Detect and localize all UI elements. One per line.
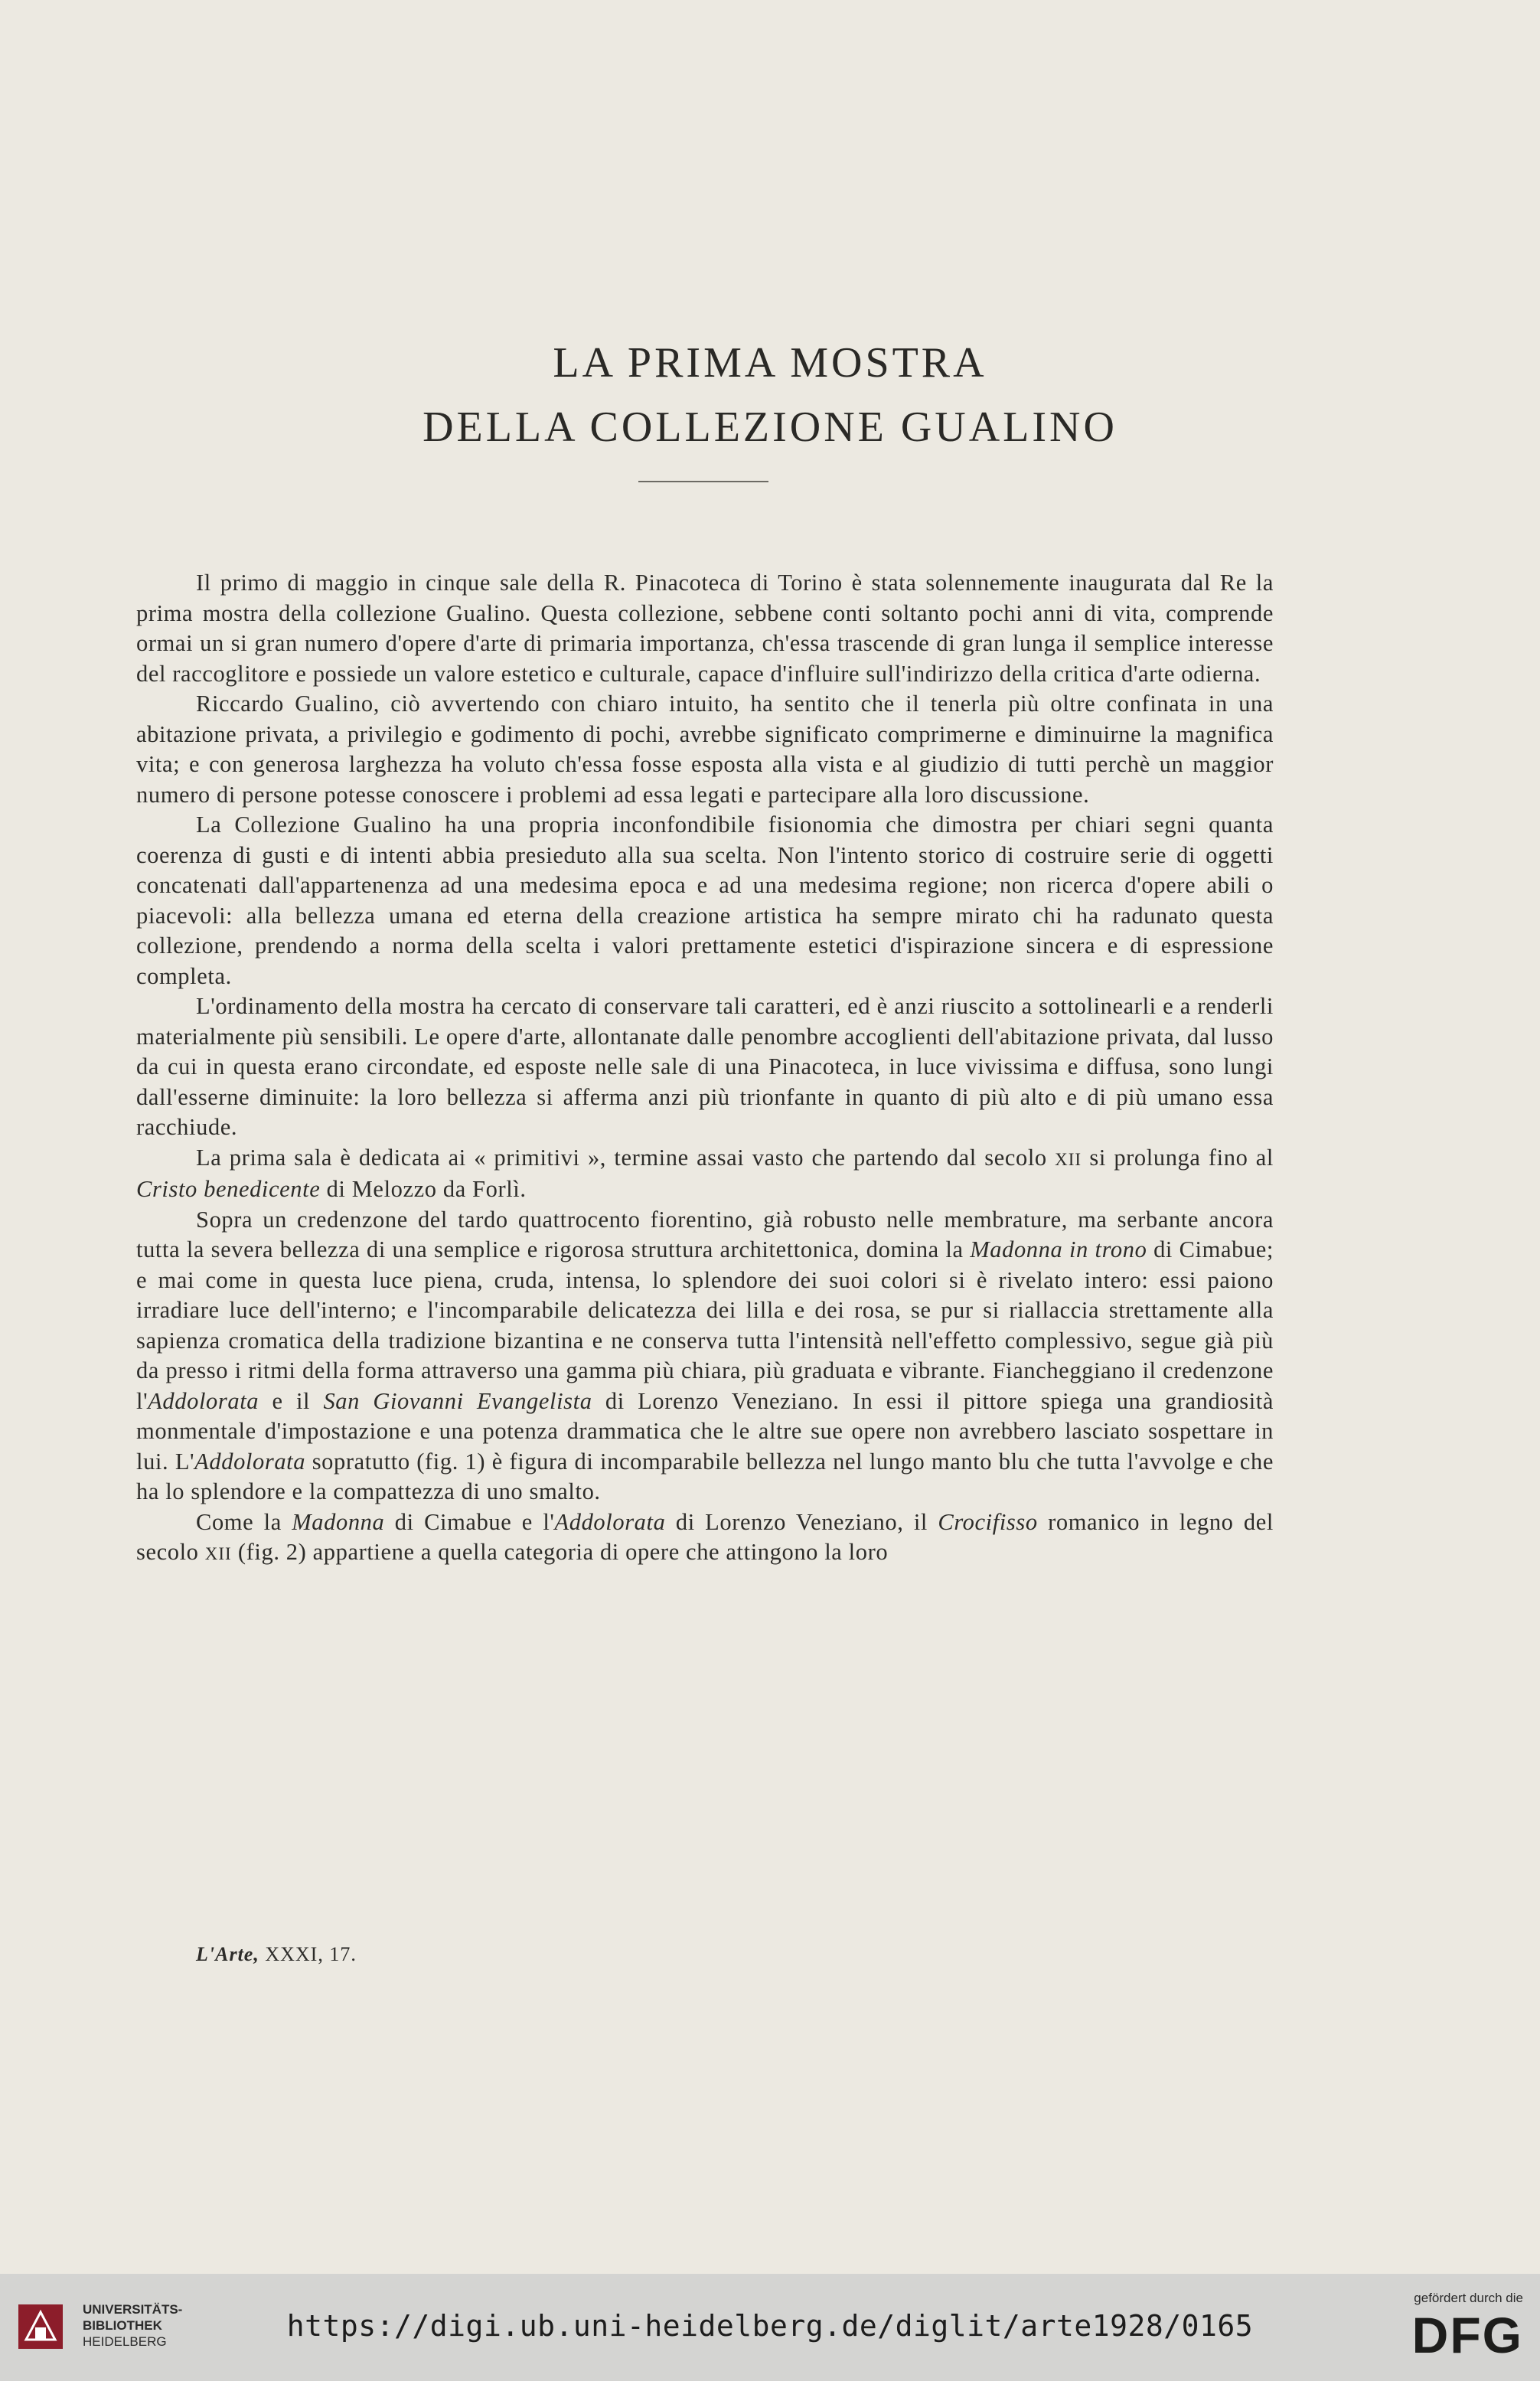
article-body (136, 568, 1274, 1569)
article-title (0, 331, 1540, 459)
text-run: di Melozzo da Forlì. (320, 1176, 527, 1202)
text-run: di Cimabue; e mai come in questa luce piena, cruda, intensa, lo splendore dei suoi colori si è rivelato intero: essi paiono irradiare luce dell'interno; e l'incomparabile delicatezza dei lilla e dei rosa, se pur si riallaccia strettamente alla sapienza cromatica della tradizione bizantina e ne conserva tutta l'intensità nell'effetto complessivo, segue già più da presso i ritmi della forma attraverso una gamma più chiara, più graduata e vibrante. Fiancheggiano il credenzone l' (136, 1236, 1274, 1414)
dfg-logo: DFG (1411, 2307, 1523, 2363)
title-line-2: DELLA COLLEZIONE GUALINO (423, 403, 1117, 451)
page-footer (196, 1943, 357, 1966)
journal-name: L'Arte, (196, 1943, 259, 1965)
document-url-link[interactable]: https://digi.ub.uni-heidelberg.de/diglit/arte1928/0165 (286, 2309, 1254, 2343)
title-line-1: LA PRIMA MOSTRA (553, 339, 987, 387)
roman-numeral: XII (1055, 1149, 1082, 1169)
body-paragraph (136, 1143, 1274, 1205)
text-run: La prima sala è dedicata ai « primitivi », termine assai vasto che partendo dal secolo (196, 1144, 1055, 1171)
italic-title: Madonna (292, 1508, 385, 1535)
text-run: Come la (196, 1508, 292, 1535)
text-run: La Collezione Gualino ha una propria inconfondibile fisionomia che dimostra per chiari segni quanta coerenza di gusti e di intenti abbia presieduto alla sua scelta. Non l'intento storico di costruire serie di oggetti concatenati dall'appartenenza ad una medesima epoca e ad una medesima regione; non ricerca d'opere abili o piacevoli: alla bellezza umana ed eterna della creazione artistica ha sempre mirato chi ha radunato questa collezione, prendendo a norma della scelta i valori prettamente estetici d'ispirazione sincera e di espressione completa. (136, 812, 1274, 989)
text-run: Il primo di maggio in cinque sale della R. Pinacoteca di Torino è stata solennemente inaugurata dal Re la prima mostra della collezione Gualino. Questa collezione, sebbene conti soltanto pochi anni di vita, comprende ormai un si gran numero d'opere d'arte di primaria importanza, ch'essa trascende di gran lunga il semplice interesse del raccoglitore e possiede un valore estetico e culturale, capace d'influire sull'indirizzo della critica d'arte odierna. (136, 570, 1274, 687)
text-run: L'ordinamento della mostra ha cercato di conservare tali caratteri, ed è anzi riuscito a sottolinearli e a renderli materialmente più sensibili. Le opere d'arte, allontanate dalle penombre accoglienti dell'abitazione privata, dal lusso da cui in questa erano circondate, ed esposte nelle sale di una Pinacoteca, in luce vivissima e diffusa, sono lungi dall'esserne diminuite: la loro bellezza si afferma anzi più trionfante in quanto di più alto e di più umano essa racchiude. (136, 993, 1274, 1140)
roman-numeral: XII (204, 1544, 232, 1563)
body-paragraph (136, 810, 1274, 991)
text-run: di Cimabue e l' (384, 1508, 555, 1535)
italic-title: Crocifisso (938, 1508, 1038, 1535)
title-divider (638, 481, 768, 482)
text-run: sopratutto (fig. 1) è figura di incomparabile bellezza nel lungo manto blu che tutta l'avvolge e che ha lo splendore e la compattezza di uno smalto. (136, 1448, 1274, 1504)
italic-title: Addolorata (148, 1387, 259, 1414)
text-run: (fig. 2) appartiene a quella categoria di opere che attingono la loro (231, 1539, 889, 1565)
text-run: Riccardo Gualino, ciò avvertendo con chiaro intuito, ha sentito che il tenerla più oltre confinata in una abitazione privata, a privilegio e godimento di pochi, avrebbe significato comprimerne e diminuirne la magnifica vita; e con generosa larghezza ha voluto ch'essa fosse esposta alla vista e al giudizio di tutti perchè un maggior numero di persone potesse conoscere i problemi ad essa legati e partecipare alla loro discussione. (136, 691, 1274, 808)
text-run: e il (259, 1387, 324, 1414)
text-run: romanico in legno del secolo (136, 1508, 1274, 1565)
text-run: di Lorenzo Veneziano. In essi il pittore spiega una grandiosità monmentale d'impostazione e una potenza drammatica che le altre sue opere non avrebbero lasciato sospettare in lui. L' (136, 1387, 1274, 1475)
text-run: si prolunga fino al (1082, 1144, 1274, 1171)
italic-title: Madonna in trono (970, 1236, 1147, 1262)
library-footer-bar (0, 2274, 1540, 2381)
text-run: Sopra un credenzone del tardo quattrocento fiorentino, già robusto nelle membrature, ma serbante ancora tutta la severa bellezza di una semplice e rigorosa struttura architettonica, domina la (136, 1206, 1274, 1262)
library-name-line3: HEIDELBERG (83, 2334, 167, 2349)
body-paragraph (136, 1205, 1274, 1507)
italic-title: Addolorata (194, 1448, 306, 1475)
body-paragraph (136, 689, 1274, 810)
italic-title: Addolorata (554, 1508, 666, 1535)
body-paragraph (136, 991, 1274, 1143)
italic-title: San Giovanni Evangelista (323, 1387, 592, 1414)
body-paragraph (136, 568, 1274, 689)
funder-caption: gefördert durch die (1414, 2291, 1523, 2305)
library-name-line2: BIBLIOTHEK (83, 2318, 162, 2333)
body-paragraph (136, 1507, 1274, 1569)
library-name-line1: UNIVERSITÄTS- (83, 2302, 183, 2317)
text-run: di Lorenzo Veneziano, il (665, 1508, 938, 1535)
italic-title: Cristo benedicente (136, 1176, 321, 1202)
issue-number: XXXI, 17. (265, 1943, 357, 1965)
funder-block (1378, 2291, 1523, 2363)
